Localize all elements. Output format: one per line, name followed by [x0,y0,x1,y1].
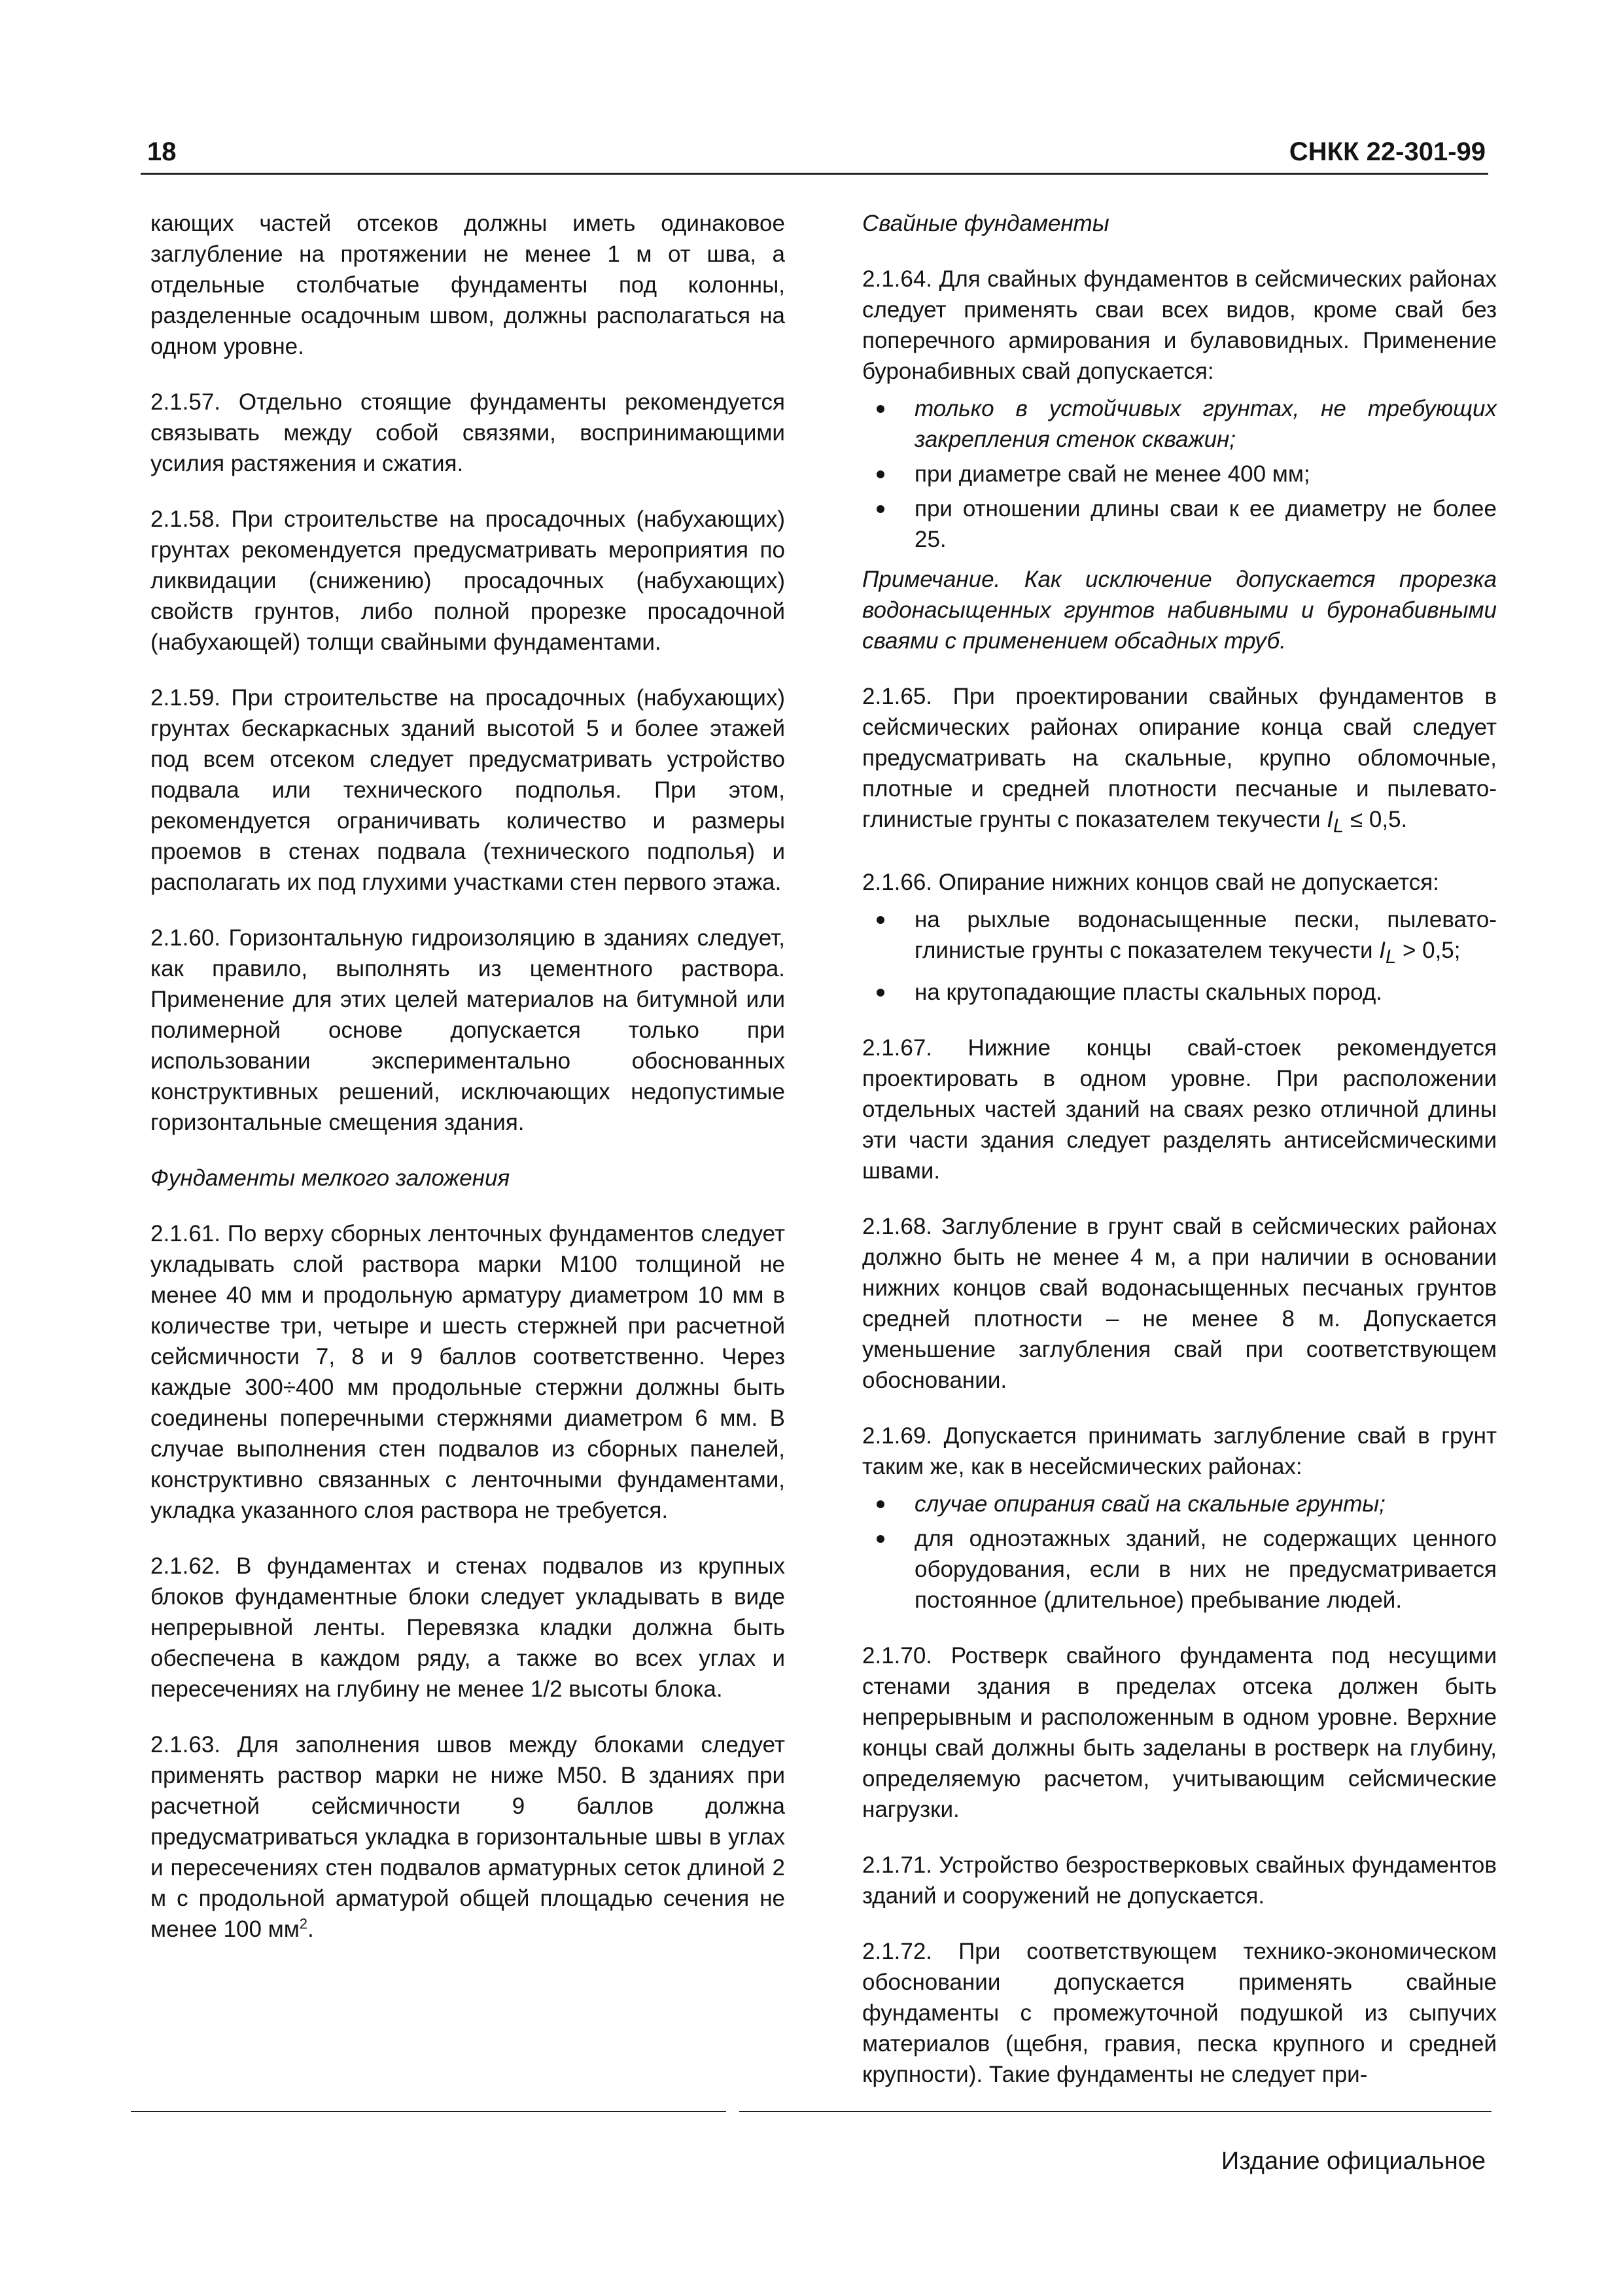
list-item: для одноэтажных зданий, не содержащих ценного оборудования, если в них не предусматривается постоянное (длительное) пребывание людей. [862,1523,1497,1616]
list-item: только в устойчивых грунтах, не требующих закрепления стенок скважин; [862,393,1497,455]
header-divider [141,173,1488,175]
list-item-text: на рыхлые водонасыщенные пески, пылевато-глинистые грунты с показателем текучести [915,907,1497,963]
list-item [862,904,1497,973]
section-subheading-shallow-foundations: Фундаменты мелкого заложения [150,1165,510,1191]
section-subheading-pile-foundations: Свайные фундаменты [862,211,1109,236]
subscript-L: L [1386,947,1397,968]
left-column [150,208,785,1969]
paragraph-2-1-67: 2.1.67. Нижние концы свай-стоек рекомендуется проектировать в одном уровне. При расположении отдельных частей зданий на сваях резко отличной длины эти части здания следует разделять антисейсмическими швами. [862,1035,1497,1184]
footer-divider-left [131,2111,726,2112]
list-item: случае опирания свай на скальные грунты; [862,1489,1497,1519]
paragraph-2-1-69: 2.1.69. Допускается принимать заглубление свай в грунт таким же, как в несейсмических районах: [862,1423,1497,1479]
paragraph-2-1-59: 2.1.59. При строительстве на просадочных (набухающих) грунтах бескаркасных зданий высотой 5 и более этажей под всем отсеком следует предусматривать устройство подвала или технического подполья. При этом, рекомендуется ограничивать количество и размеры проемов в стенах подвала (технического подполья) и располагать их под глухими участками стен первого этажа. [150,685,785,895]
list-item: на крутопадающие пласты скальных пород. [862,977,1497,1008]
paragraph-2-1-65 [862,681,1497,842]
subscript-L: L [1333,816,1344,837]
list-item: при диаметре свай не менее 400 мм; [862,459,1497,489]
symbol-I: I [1327,807,1334,832]
bullet-list-2-1-69 [862,1489,1497,1616]
superscript-2: 2 [299,1915,308,1932]
page-number: 18 [147,137,177,166]
paragraph-2-1-57: 2.1.57. Отдельно стоящие фундаменты рекомендуется связывать между собой связями, воспринимающими усилия растяжения и сжатия. [150,389,785,476]
paragraph-2-1-61: 2.1.61. По верху сборных ленточных фундаментов следует укладывать слой раствора марки М100 толщиной не менее 40 мм и продольную арматуру диаметром 10 мм в количестве три, четыре и шесть стержней при расчетной сейсмичности 7, 8 и 9 баллов соответственно. Через каждые 300÷400 мм продольные стержни должны быть соединены поперечными стержнями диаметром 6 мм. В случае выполнения стен подвалов из сборных панелей, конструктивно связанных с ленточными фундаментами, укладка указанного слоя раствора не требуется. [150,1221,785,1523]
paragraph-2-1-66: 2.1.66. Опирание нижних концов свай не допускается: [862,870,1439,895]
paragraph-continuation: кающих частей отсеков должны иметь одинаковое заглубление на протяжении не менее 1 м от шва, а отдельные столбчатые фундаменты под колонны, разделенные осадочным швом, должны располагаться на одном уровне. [150,211,785,359]
footer-divider-right [739,2111,1492,2112]
note: Примечание. Как исключение допускается прорезка водонасыщенных грунтов набивными и буронабивными сваями с применением обсадных труб. [862,567,1497,654]
paragraph-2-1-60: 2.1.60. Горизонтальную гидроизоляцию в зданиях следует, как правило, выполнять из цементного раствора. Применение для этих целей материалов на битумной или полимерной основе допускается только при использовании экспериментально обоснованных конструктивных решений, исключающих недопустимые горизонтальные смещения здания. [150,925,785,1135]
bullet-list-2-1-64 [862,393,1497,555]
paragraph-2-1-58: 2.1.58. При строительстве на просадочных (набухающих) грунтах рекомендуется предусматривать мероприятия по ликвидации (снижению) просадочных (набухающих) свойств грунтов, либо полной прорезке просадочной (набухающей) толщи свайными фундаментами. [150,506,785,655]
symbol-I: I [1379,938,1386,963]
paragraph-2-1-65-text: 2.1.65. При проектировании свайных фундаментов в сейсмических районах опирание конца свай следует предусматривать на скальные, крупно обломочные, плотные и средней плотности песчаные и пылевато-глинистые грунты с показателем текучести [862,684,1497,832]
edition-label: Издание официальное [1221,2147,1486,2175]
paragraph-2-1-63-text: 2.1.63. Для заполнения швов между блоками следует применять раствор марки не ниже М50. В зданиях при расчетной сейсмичности 9 баллов должна предусматриваться укладка в горизонтальные швы в углах и пересечениях стен подвалов арматурных сеток длиной 2 м с продольной арматурой общей площадью сечения не менее 100 мм [150,1732,785,1942]
paragraph-2-1-64: 2.1.64. Для свайных фундаментов в сейсмических районах следует применять сваи всех видов, кроме свай без поперечного армирования и булавовидных. Применение буронабивных свай допускается: [862,266,1497,384]
list-item: при отношении длины сваи к ее диаметру не более 25. [862,493,1497,555]
paragraph-2-1-62: 2.1.62. В фундаментах и стенах подвалов из крупных блоков фундаментные блоки следует укладывать в виде непрерывной ленты. Перевязка кладки должна быть обеспечена в каждом ряду, а также во всех углах и пересечениях на глубину не менее 1/2 высоты блока. [150,1553,785,1702]
list-item-value: > 0,5; [1396,938,1461,963]
paragraph-2-1-63 [150,1729,785,1945]
paragraph-2-1-65-value: ≤ 0,5. [1344,807,1408,832]
paragraph-2-1-72: 2.1.72. При соответствующем технико-экономическом обосновании допускается применять свайные фундаменты с промежуточной подушкой из сыпучих материалов (щебня, гравия, песка крупного и средней крупности). Такие фундаменты не следует при- [862,1939,1497,2087]
paragraph-2-1-68: 2.1.68. Заглубление в грунт свай в сейсмических районах должно быть не менее 4 м, а при наличии в основании нижних концов свай водонасыщенных песчаных грунтов средней плотности – не менее 8 м. Допускается уменьшение заглубления свай при соответствующем обосновании. [862,1214,1497,1393]
paragraph-2-1-71: 2.1.71. Устройство безростверковых свайных фундаментов зданий и сооружений не допускается. [862,1852,1497,1909]
paragraph-2-1-70: 2.1.70. Ростверк свайного фундамента под несущими стенами здания в пределах отсека должен быть непрерывным и расположенным в одном уровне. Верхние концы свай должны быть заделаны в ростверк на глубину, определяемую расчетом, учитывающим сейсмические нагрузки. [862,1643,1497,1822]
document-code: СНКК 22-301-99 [1289,137,1486,166]
right-column [862,208,1497,2115]
bullet-list-2-1-66 [862,904,1497,1008]
paragraph-2-1-63-end: . [307,1916,314,1942]
